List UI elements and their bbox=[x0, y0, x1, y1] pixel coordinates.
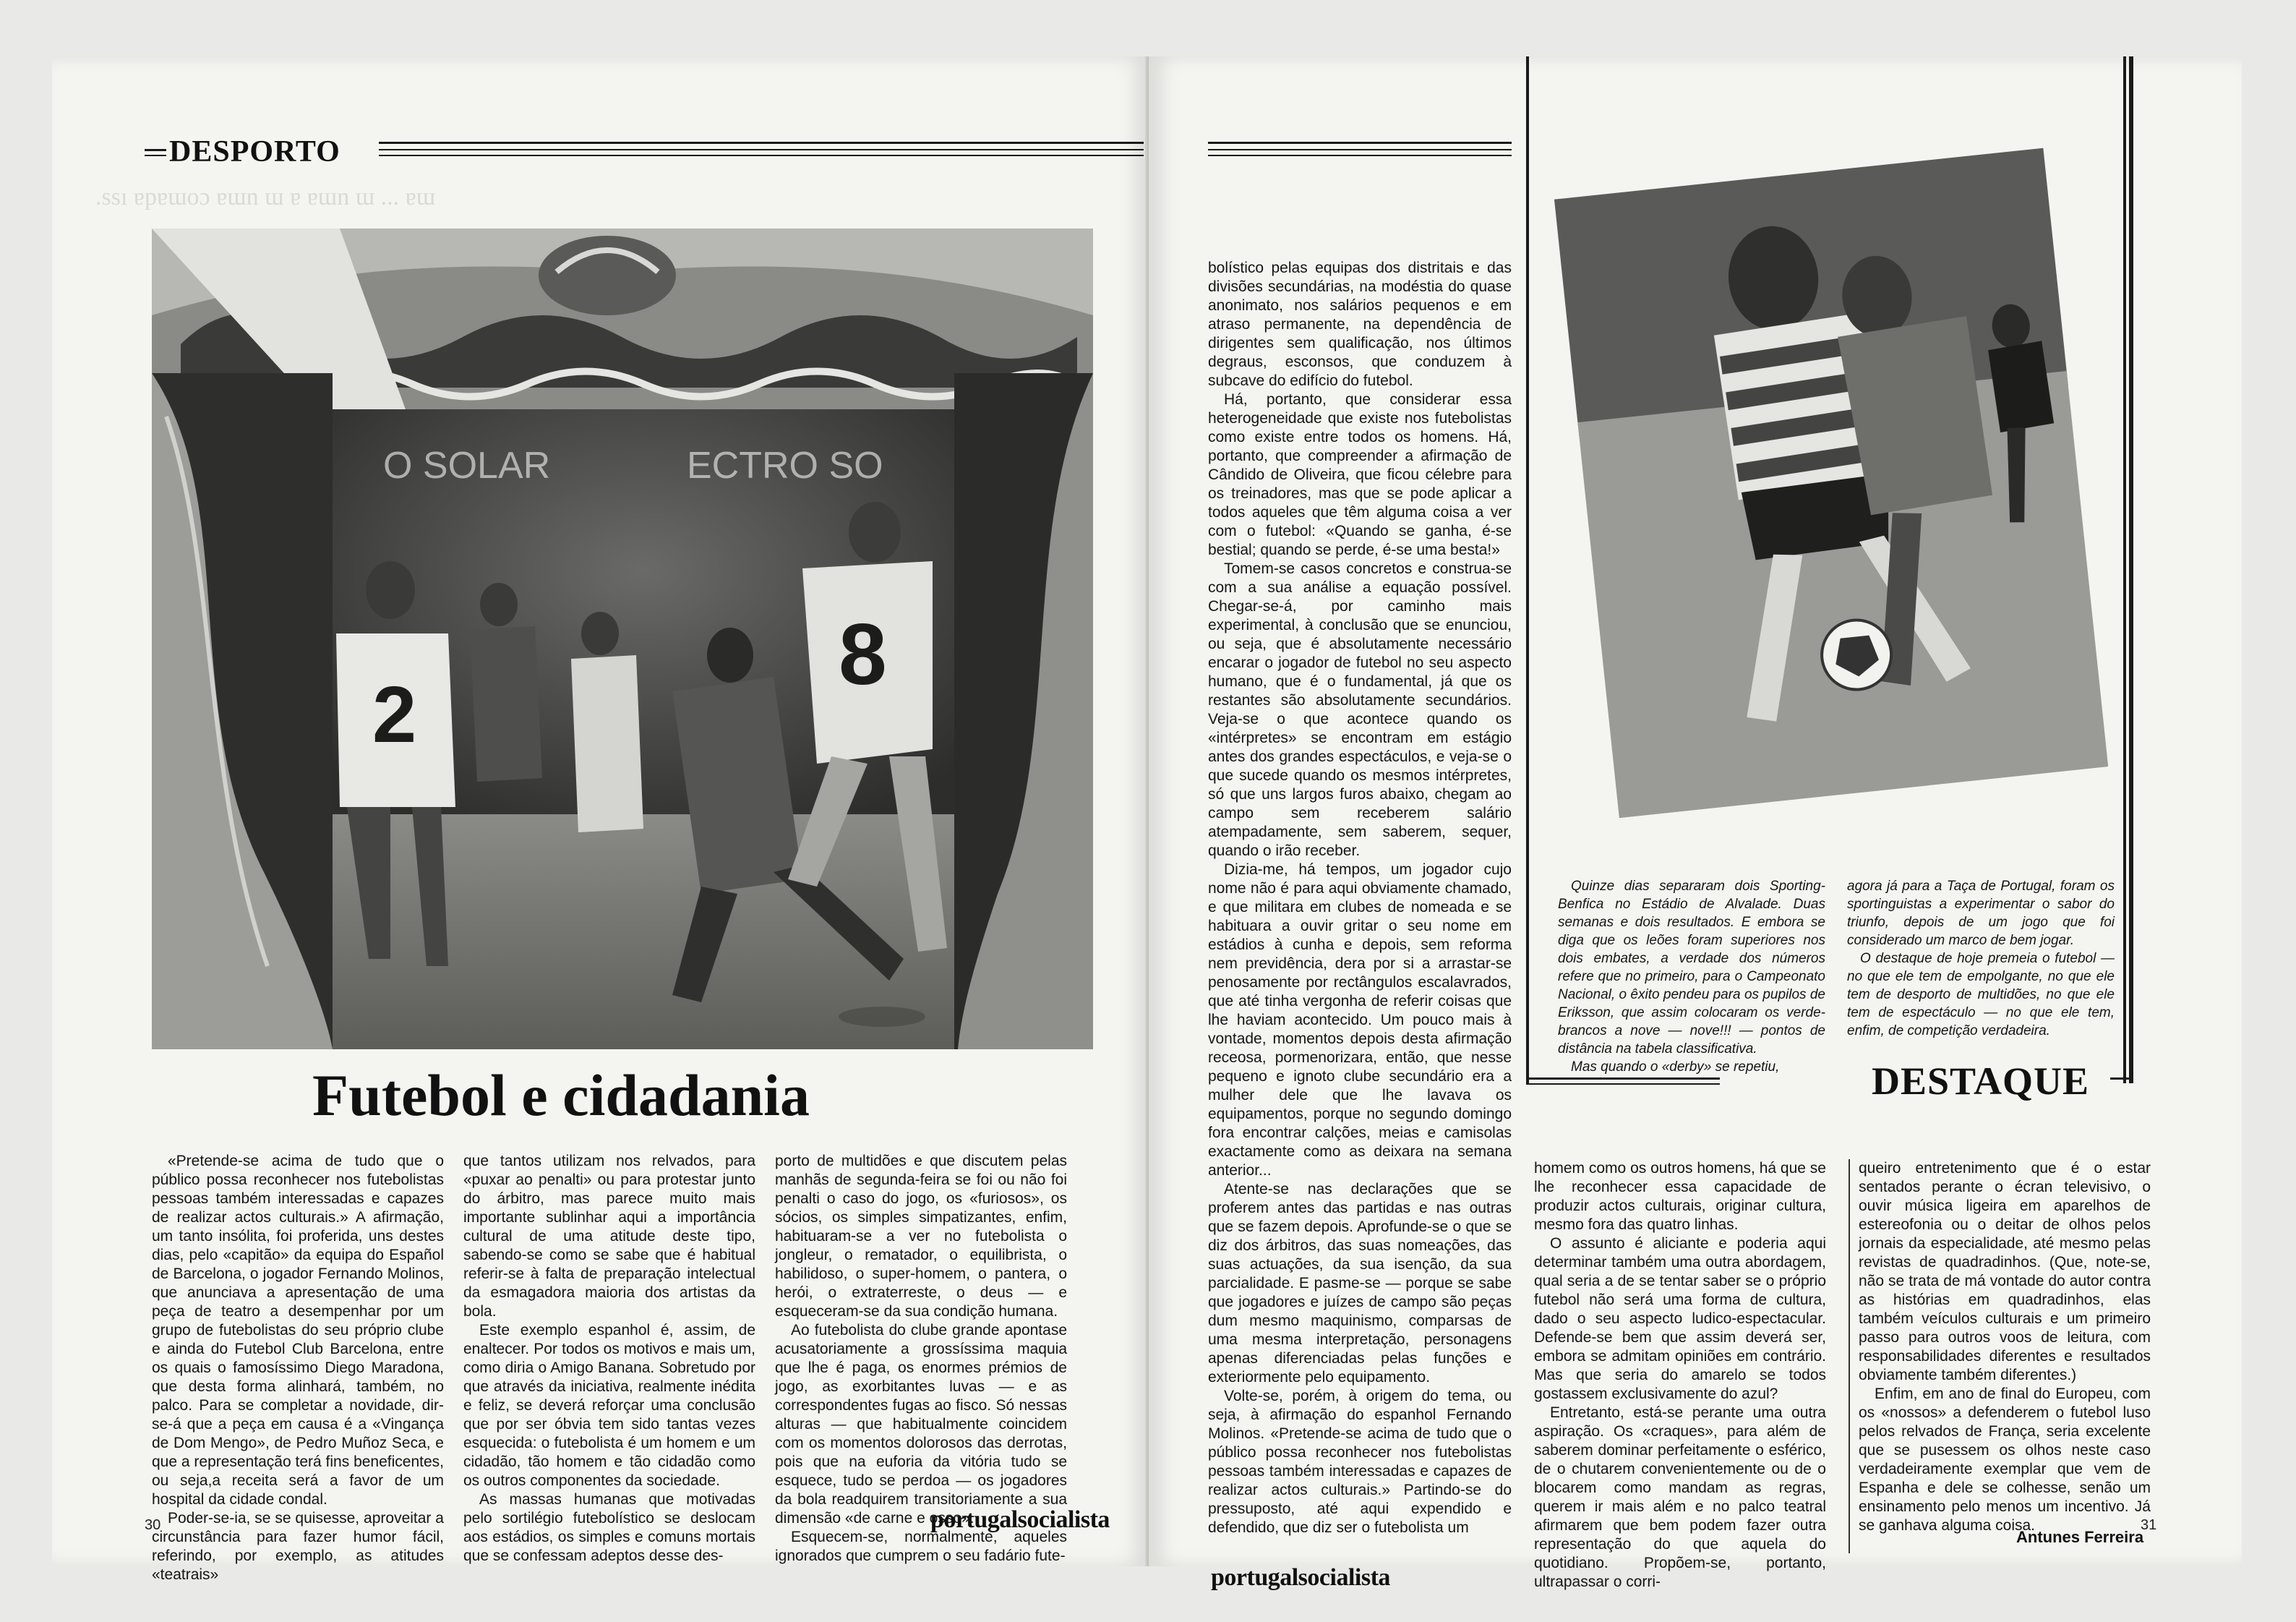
right-bottom1-para-3: Entretanto, está-se perante uma outra aspiração. Os «craques», para além de saberem dominar perfeitamente o esférico, de o chutarem convenientemente ou de o blocarem como mandam as regras, querem ir mais além e no palco teatral afirmarem que bem podem fazer outra representação do que aquela do quotidiano. Propõem-se, portanto, ultrapassar o corri- bbox=[1534, 1404, 1826, 1590]
right-header-rule-top bbox=[1208, 142, 1512, 144]
sporting-benfica-photo bbox=[1548, 107, 2112, 830]
col3-para-2: Ao futebolista do clube grande apontase acusatoriamente a grossíssima maquia que lhe é paga, os enormes prémios de jogo, as exorbitantes luvas — e as correspondentes fugas ao fisco. Só nessas alturas — que habitualmente coincidem com os momentos dolorosos das derrotas, pois que na euforia da vitória tudo se esquece, tudo se perdoa — os jogadores da bola readquirem transitoriamente a sua dimensão «de carne e osso». bbox=[775, 1322, 1067, 1527]
publication-logo-right: portugalsocialista bbox=[1211, 1564, 1390, 1591]
photo-caption-right bbox=[1847, 877, 2115, 1040]
destaque-rule-right bbox=[2110, 1077, 2130, 1080]
col2-para-2: Este exemplo espanhol é, assim, de enaltecer. Por todos os motivos e mais um, como diria o Amigo Banana. Sobretudo por que através da iniciativa, realmente inédita e feliz, se deverá reforçar uma conclusão que por ser óbvia tem sido tantas vezes esquecida: o futebolista é um homem e um cidadão, tão homem e tão cidadão como os outros componentes da sociedade. bbox=[463, 1322, 755, 1489]
destaque-frame-bottom bbox=[1526, 1077, 1720, 1080]
section-label-desporto: DESPORTO bbox=[169, 135, 340, 168]
page-number-left: 30 bbox=[145, 1517, 161, 1533]
col1-para-1: «Pretende-se acima de tudo que o público possa reconhecer nos futebolistas pessoas também interessadas e capazes de realizar actos culturais.» A afirmação, um tanto insólita, foi proferida, uns destes dias, pelo «capitão» da equipa do Español de Barcelona, o jogador Fernando Molinos, que anunciava a apresentação de uma peça de teatro a desempenhar por um grupo de futebolistas do seu próprio clube e ainda do Futebol Club Barcelona, entre os quais o famosíssimo Diego Maradona, que desta forma alinhará, também, no palco. Para se completar a novidade, dir-se-á que a peça em causa é a «Vingança de Dom Mengo», de Pedro Muñoz Seca, e que a representação terá fins beneficentes, ou seja,a receita será a favor de um hospital da cidade condal. bbox=[152, 1153, 444, 1508]
page-number-right: 31 bbox=[2141, 1517, 2157, 1533]
right-top-para-5: Atente-se nas declarações que se proferem antes das partidas e nas outras que se fazem depois. Aprofunde-se o que se diz dos árbitros, das suas nomeações, das suas actuações, da sua isenção, da sua parcialidade. E pasme-se — porque se sabe que jogadores e juízes de campo são peças dum mesmo maquinismo, comparsas de uma mesma interpretação, personagens apenas diferenciadas pelas funções e exteriormente pelo equipamento. bbox=[1208, 1181, 1512, 1386]
right-article-column-top bbox=[1208, 259, 1512, 1537]
section-rule-left-short-2 bbox=[145, 155, 166, 156]
col3-para-1: porto de multidões e que discutem pelas manhãs de segunda-feira se foi ou não foi penalti o caso do jogo, os «furiosos», os sócios, os simples simpatizantes, enfim, habituaram-se a ver no futebolista o jongleur, o rematador, o equilibrista, o habilidoso, o super-homem, o pantera, o herói, o extraterreste, o deus — e esqueceram-se da sua condição humana. bbox=[775, 1153, 1067, 1320]
article-column-1 bbox=[152, 1152, 444, 1584]
banner-text-b: ECTRO SO bbox=[687, 445, 883, 487]
right-top-para-2: Há, portanto, que considerar essa heterogeneidade que existe nos futebolistas como existe entre todos os homens. Há, portanto, que compreender a afirmação de Cândido de Oliveira, que ficou célebre para os treinadores, mas que se pode aplicar a todos aqueles que têm alguma coisa a ver com o futebol: «Quando se ganha, é-se bestial; quando se perde, é-se uma besta!» bbox=[1208, 391, 1512, 558]
football-match-illustration bbox=[152, 229, 1093, 1049]
caption-right-para-2: O destaque de hoje premeia o futebol — no que ele tem de empolgante, no que ele tem de desporto de multidões, no que ele tem de espectáculo — no que ele tem, enfim, de competição verdadeira. bbox=[1847, 951, 2115, 1038]
col1-para-2: Poder-se-ia, se se quisesse, aproveitar a circunstância para fazer humor fácil, referindo, por exemplo, as atitudes «teatrais» bbox=[152, 1510, 444, 1583]
right-header-rule-bottom bbox=[1208, 155, 1512, 156]
section-rule-bottom bbox=[379, 155, 1144, 156]
right-bottom2-para-1: queiro entretenimento que é o estar sentados perante o écran televisivo, o ouvir música ligeira em aparelhos de estereofonia ou o deitar de olhos pelos jornais da especialidade, até mesmo pelas revistas de quadradinhos. (Que, note-se, não se trata de má vontade do autor contra as histórias em quadradinhos, elas também veículos culturais e um primeiro passo para outros voos de leitura, com responsabilidades diferentes e resultados obviamente também diferentes.) bbox=[1859, 1160, 2151, 1383]
headline: Futebol e cidadania bbox=[312, 1062, 810, 1128]
sporting-benfica-illustration bbox=[1548, 107, 2112, 830]
section-label-destaque: DESTAQUE bbox=[1872, 1059, 2090, 1103]
banner-text-a: O SOLAR bbox=[383, 445, 551, 487]
destaque-frame-right-extra bbox=[2123, 56, 2126, 1083]
jersey-number-2: 2 bbox=[372, 670, 417, 759]
right-top-para-4: Dizia-me, há tempos, um jogador cujo nome não é para aqui obviamente chamado, e que militara em clubes de nomeada e se habituara a ouvir gritar o seu nome em estádios à cunha e depois, sem reforma nem previdência, dera por si a arrastar-se penosamente por rectângulos escalavrados, que até tinha vergonha de referir coisas que lhe haviam acontecido. Um pouco mais à vontade, momentos depois desta afirmação receosa, pormenorizara, então, que nesse pequeno e ignoto clube secundário era a mulher dele que lhe lavava os equipamentos, porque no segundo domingo fora encontrar calções, meias e camisolas exactamente como as deixara na semana anterior... bbox=[1208, 861, 1512, 1179]
caption-left-para-1: Quinze dias separaram dois Sporting-Benfica no Estádio de Alvalade. Duas semanas e dois resultados. E embora se diga que os leões foram superiores nos dois embates, a verdade dos números refere que no primeiro, para o Campeonato Nacional, o êxito pendeu para os pupilos de Eriksson, que assim colocaram os verde-brancos a nove — nove!!! — pontos de distância na tabela classificativa. bbox=[1558, 879, 1825, 1057]
section-rule-top bbox=[379, 142, 1144, 144]
col2-para-1: que tantos utilizam nos relvados, para «puxar ao penalti» ou para protestar junto do árbitro, mas parece muito mais importante sublinhar aqui a importância cultural de uma atitude deste tipo, sabendo-se como se sabe que é habitual referir-se à falta de preparação intelectual da esmagadora maioria dos artistas da bola. bbox=[463, 1153, 755, 1320]
article-column-2 bbox=[463, 1152, 755, 1566]
author-byline: Antunes Ferreira bbox=[2016, 1528, 2144, 1546]
caption-left-para-2: Mas quando o «derby» se repetiu, bbox=[1571, 1059, 1780, 1075]
col2-para-3: As massas humanas que motivadas pelo sortilégio futebolístico se deslocam aos estádios, os simples e comuns mortais que se confessam adeptos desse des- bbox=[463, 1491, 755, 1564]
bleed-through-text: .ssı ɐpɐɯoɔ ɐɯn ɯ ɐ ɐɯn ɯ ... ɐɯ bbox=[95, 184, 436, 210]
right-bottom1-para-2: O assunto é aliciante e poderia aqui determinar também uma outra abordagem, qual seria a de se tentar saber se o próprio futebol não será uma forma de cultura, dado o seu aspecto ludico-espectacular. Defende-se bem que assim deverá ser, embora se admitam opiniões em contrário. Mas que seria do amarelo se todos gostassem exclusivamente do azul? bbox=[1534, 1235, 1826, 1402]
caption-right-para-1: agora já para a Taça de Portugal, foram os sportinguistas a experimentar o sabor do triunfo, depois de um jogo que foi considerado um marco de bem jogar. bbox=[1847, 879, 2115, 948]
right-top-para-1: bolístico pelas equipas dos distritais e das divisões secundárias, na modéstia do quase anonimato, nos salários pequenos e em atraso permanente, na dependência de dirigentes sem qualificação, nos últimos degraus, esconsos, que conduzem à subcave do edifício do futebol. bbox=[1208, 260, 1512, 389]
column-divider bbox=[1849, 1159, 1850, 1553]
col3-para-3: Esquecem-se, normalmente, aqueles ignorados que cumprem o seu fadário fute- bbox=[775, 1529, 1067, 1564]
right-header-rule-mid bbox=[1208, 149, 1512, 150]
section-rule-mid bbox=[379, 149, 1144, 150]
photo-caption-left bbox=[1558, 877, 1825, 1076]
right-page bbox=[1149, 56, 2242, 1591]
right-article-column-bottom-2 bbox=[1859, 1159, 2151, 1535]
destaque-frame-bottom-2 bbox=[1526, 1083, 1720, 1085]
right-top-para-3: Tomem-se casos concretos e construa-se com a sua análise a equação possível. Chegar-se-á, por caminho mais experimental, à conclusão que se enunciou, ou seja, que é absolutamente necessário encarar o jogador de futebol no seu aspecto humano, que é o fundamental, já que os restantes são absolutamente secundários. Veja-se o que acontece quando os «intérpretes» se encontram em estágio antes dos grandes espectáculos, e veja-se o que sucede quando os mesmos intérpretes, só que uns largos furos abaixo, chegam ao campo sem receberem salário atempadamente, sem saberem, sequer, quando o irão receber. bbox=[1208, 560, 1512, 859]
right-article-column-bottom-1 bbox=[1534, 1159, 1826, 1592]
football-match-photo bbox=[152, 229, 1093, 1049]
article-column-3 bbox=[775, 1152, 1067, 1566]
destaque-frame-right-outer bbox=[2132, 56, 2133, 1083]
right-bottom2-para-2: Enfim, em ano de final do Europeu, com os «nossos» a defenderem o futebol luso pelos relvados de França, seria excelente que se pusessem os olhos neste caso verdadeiramente exemplar que vem de Espanha e dele se colhesse, senão um ensinamento pelo menos um incentivo. Já se ganhava alguma coisa. bbox=[1859, 1386, 2151, 1534]
jersey-number-8: 8 bbox=[839, 606, 887, 703]
left-page bbox=[52, 56, 1149, 1583]
section-rule-left-short bbox=[145, 149, 166, 151]
publication-logo-left: portugalsocialista bbox=[930, 1506, 1110, 1533]
right-top-para-6: Volte-se, porém, à origem do tema, ou seja, à afirmação do espanhol Fernando Molinos. «Pretende-se acima de tudo que o público possa reconhecer nos futebolistas pessoas também interessadas e capazes de realizar actos culturais.» Partindo-se do pressuposto, até aqui expendido e defendido, que diz ser o futebolista um bbox=[1208, 1388, 1512, 1536]
right-bottom1-para-1: homem como os outros homens, há que se lhe reconhecer essa capacidade de produzir actos culturais, originar cultura, mesmo fora das quatro linhas. bbox=[1534, 1160, 1826, 1233]
